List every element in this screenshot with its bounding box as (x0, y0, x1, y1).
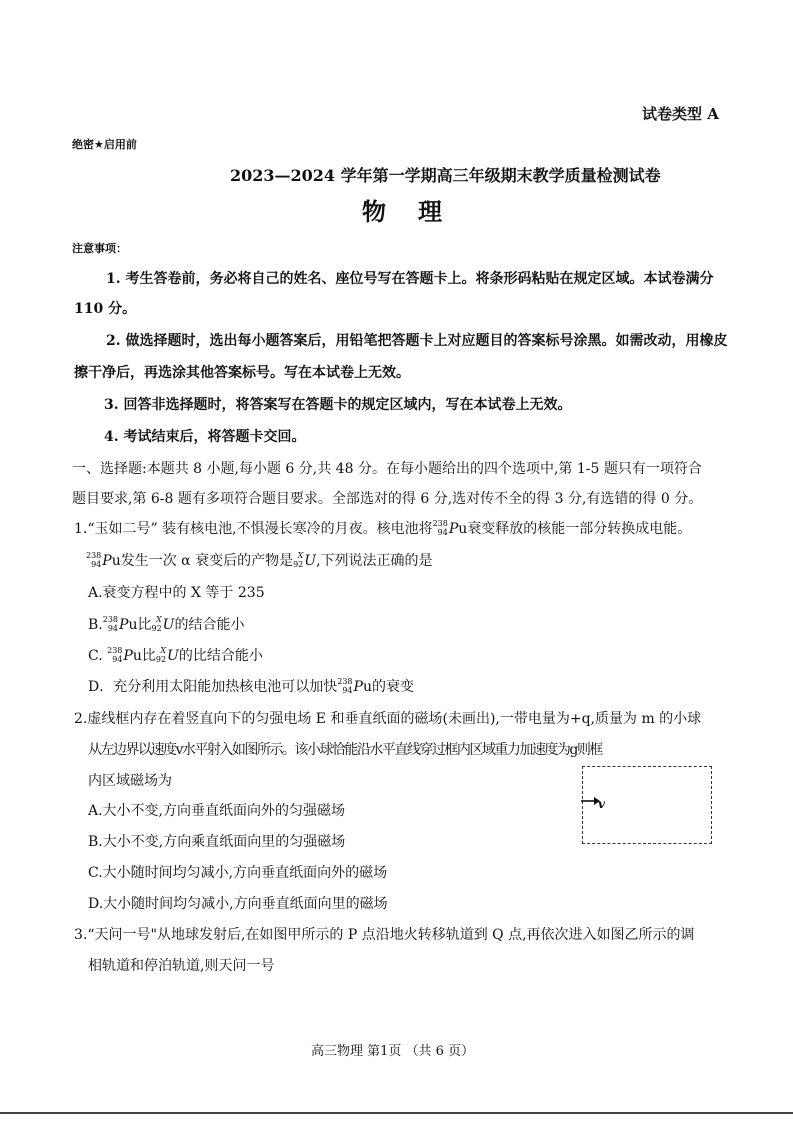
note-1-line2: 110 分。 (74, 301, 137, 317)
exam-title: 2023—2024 学年第一学期高三年级期末教学质量检测试卷 (230, 166, 661, 185)
paper-type: 试卷类型 A (642, 105, 719, 123)
pu-isotope: 238 94 Pu (337, 677, 372, 695)
q2-option-b: B.大小不变,方向乘直纸面向里的匀强磁场 (88, 834, 346, 850)
page-footer: 高三物理 第1页 （共 6 页） (311, 1044, 475, 1059)
q2-option-d: D.大小随时间均匀减小,方向垂直纸面向里的磁场 (88, 896, 388, 912)
pu-isotope: 238 94 Pu (86, 551, 121, 569)
note-2-line2: 擦干净后，再选涂其他答案标号。写在本试卷上无效。 (74, 365, 410, 381)
notes-title: 注意事项： (72, 242, 127, 255)
subject-title: 物 理 (362, 197, 446, 226)
q2-stem-line1: 2.虚线框内存在着竖直向下的匀强电场 E 和垂直纸面的磁场(未画出),一带电量为+q,质量为 m 的小球 (74, 711, 702, 727)
pu-isotope: 238 94 Pu (102, 615, 138, 633)
section1-line2: 题目要求,第 6-8 题有多项符合题目要求。全部选对的得 6 分,选对传不全的得 3 分,有选错的得 0 分。 (72, 491, 703, 507)
q1-stem-a: 1.“玉如二号” 装有核电池,不惧漫长寒冷的月夜。核电池将 (74, 521, 433, 537)
u-isotope: X 92 U (293, 551, 317, 569)
q2-stem-line2: 从左边界以速度v水平射入如图所示。该小球恰能沿水平直线穿过框内区域重力加速度为g则框 (88, 742, 602, 758)
q1-stem-line1 (74, 518, 691, 538)
q2-stem-line3: 内区域磁场为 (88, 773, 172, 789)
q1-option-c: C. 238 94 Pu比 X 92 U的比结合能小 (88, 646, 263, 664)
q1-stem-line2 (86, 550, 433, 570)
q2-option-a: A.大小不变,方向垂直纸面向外的匀强磁场 (88, 803, 346, 819)
q1-option-d: D．充分利用太阳能加热核电池可以加快 238 94 Pu的衰变 (88, 677, 414, 695)
q1-stem2-c: ,下列说法正确的是 (316, 553, 433, 569)
q1-option-b: B. 238 94 Pu比 X 92 U的结合能小 (88, 615, 245, 633)
q2-option-c: C.大小随时间均匀减小,方向垂直纸面向外的磁场 (88, 865, 388, 881)
note-2-line1: 2. 做选择题时，选出每小题答案后，用铅笔把答题卡上对应题目的答案标号涂黑。如需改动，用橡皮 (106, 333, 728, 349)
q3-stem-line2: 相轨道和停泊轨道,则天问一号 (88, 958, 275, 974)
u-isotope: X 92 U (151, 615, 175, 633)
u-isotope: X 92 U (155, 646, 179, 664)
section1-line1: 一、选择题:本题共 8 小题,每小题 6 分,共 48 分。在每小题给出的四个选项中,第 1-5 题只有一项符合 (72, 461, 702, 477)
note-3: 3. 回答非选择题时，将答案写在答题卡的规定区域内，写在本试卷上无效。 (104, 397, 572, 413)
page-bottom-rule (0, 1112, 793, 1114)
velocity-label: v (598, 797, 605, 811)
q3-stem-line1: 3.“天问一号"从地球发射后,在如图甲所示的 P 点沿地火转移轨道到 Q 点,再依次进入如图乙所示的调 (74, 927, 695, 943)
pu-isotope: 238 94 Pu (107, 646, 142, 664)
q1-stem-b: 衰变释放的核能一部分转换成电能。 (467, 521, 692, 537)
note-1-line1: 1. 考生答卷前，务必将自己的姓名、座位号写在答题卡上。将条形码粘贴在规定区域。本试卷满分 (106, 271, 714, 287)
q1-option-a: A.衰变方程中的 X 等于 235 (88, 585, 265, 601)
note-4: 4. 考试结束后，将答题卡交回。 (104, 429, 306, 445)
confidential-mark: 绝密★启用前 (72, 138, 137, 151)
pu-isotope: 238 94 Pu (432, 519, 468, 537)
q1-stem2-b: 发生一次 α 衰变后的产物是 (120, 553, 294, 569)
